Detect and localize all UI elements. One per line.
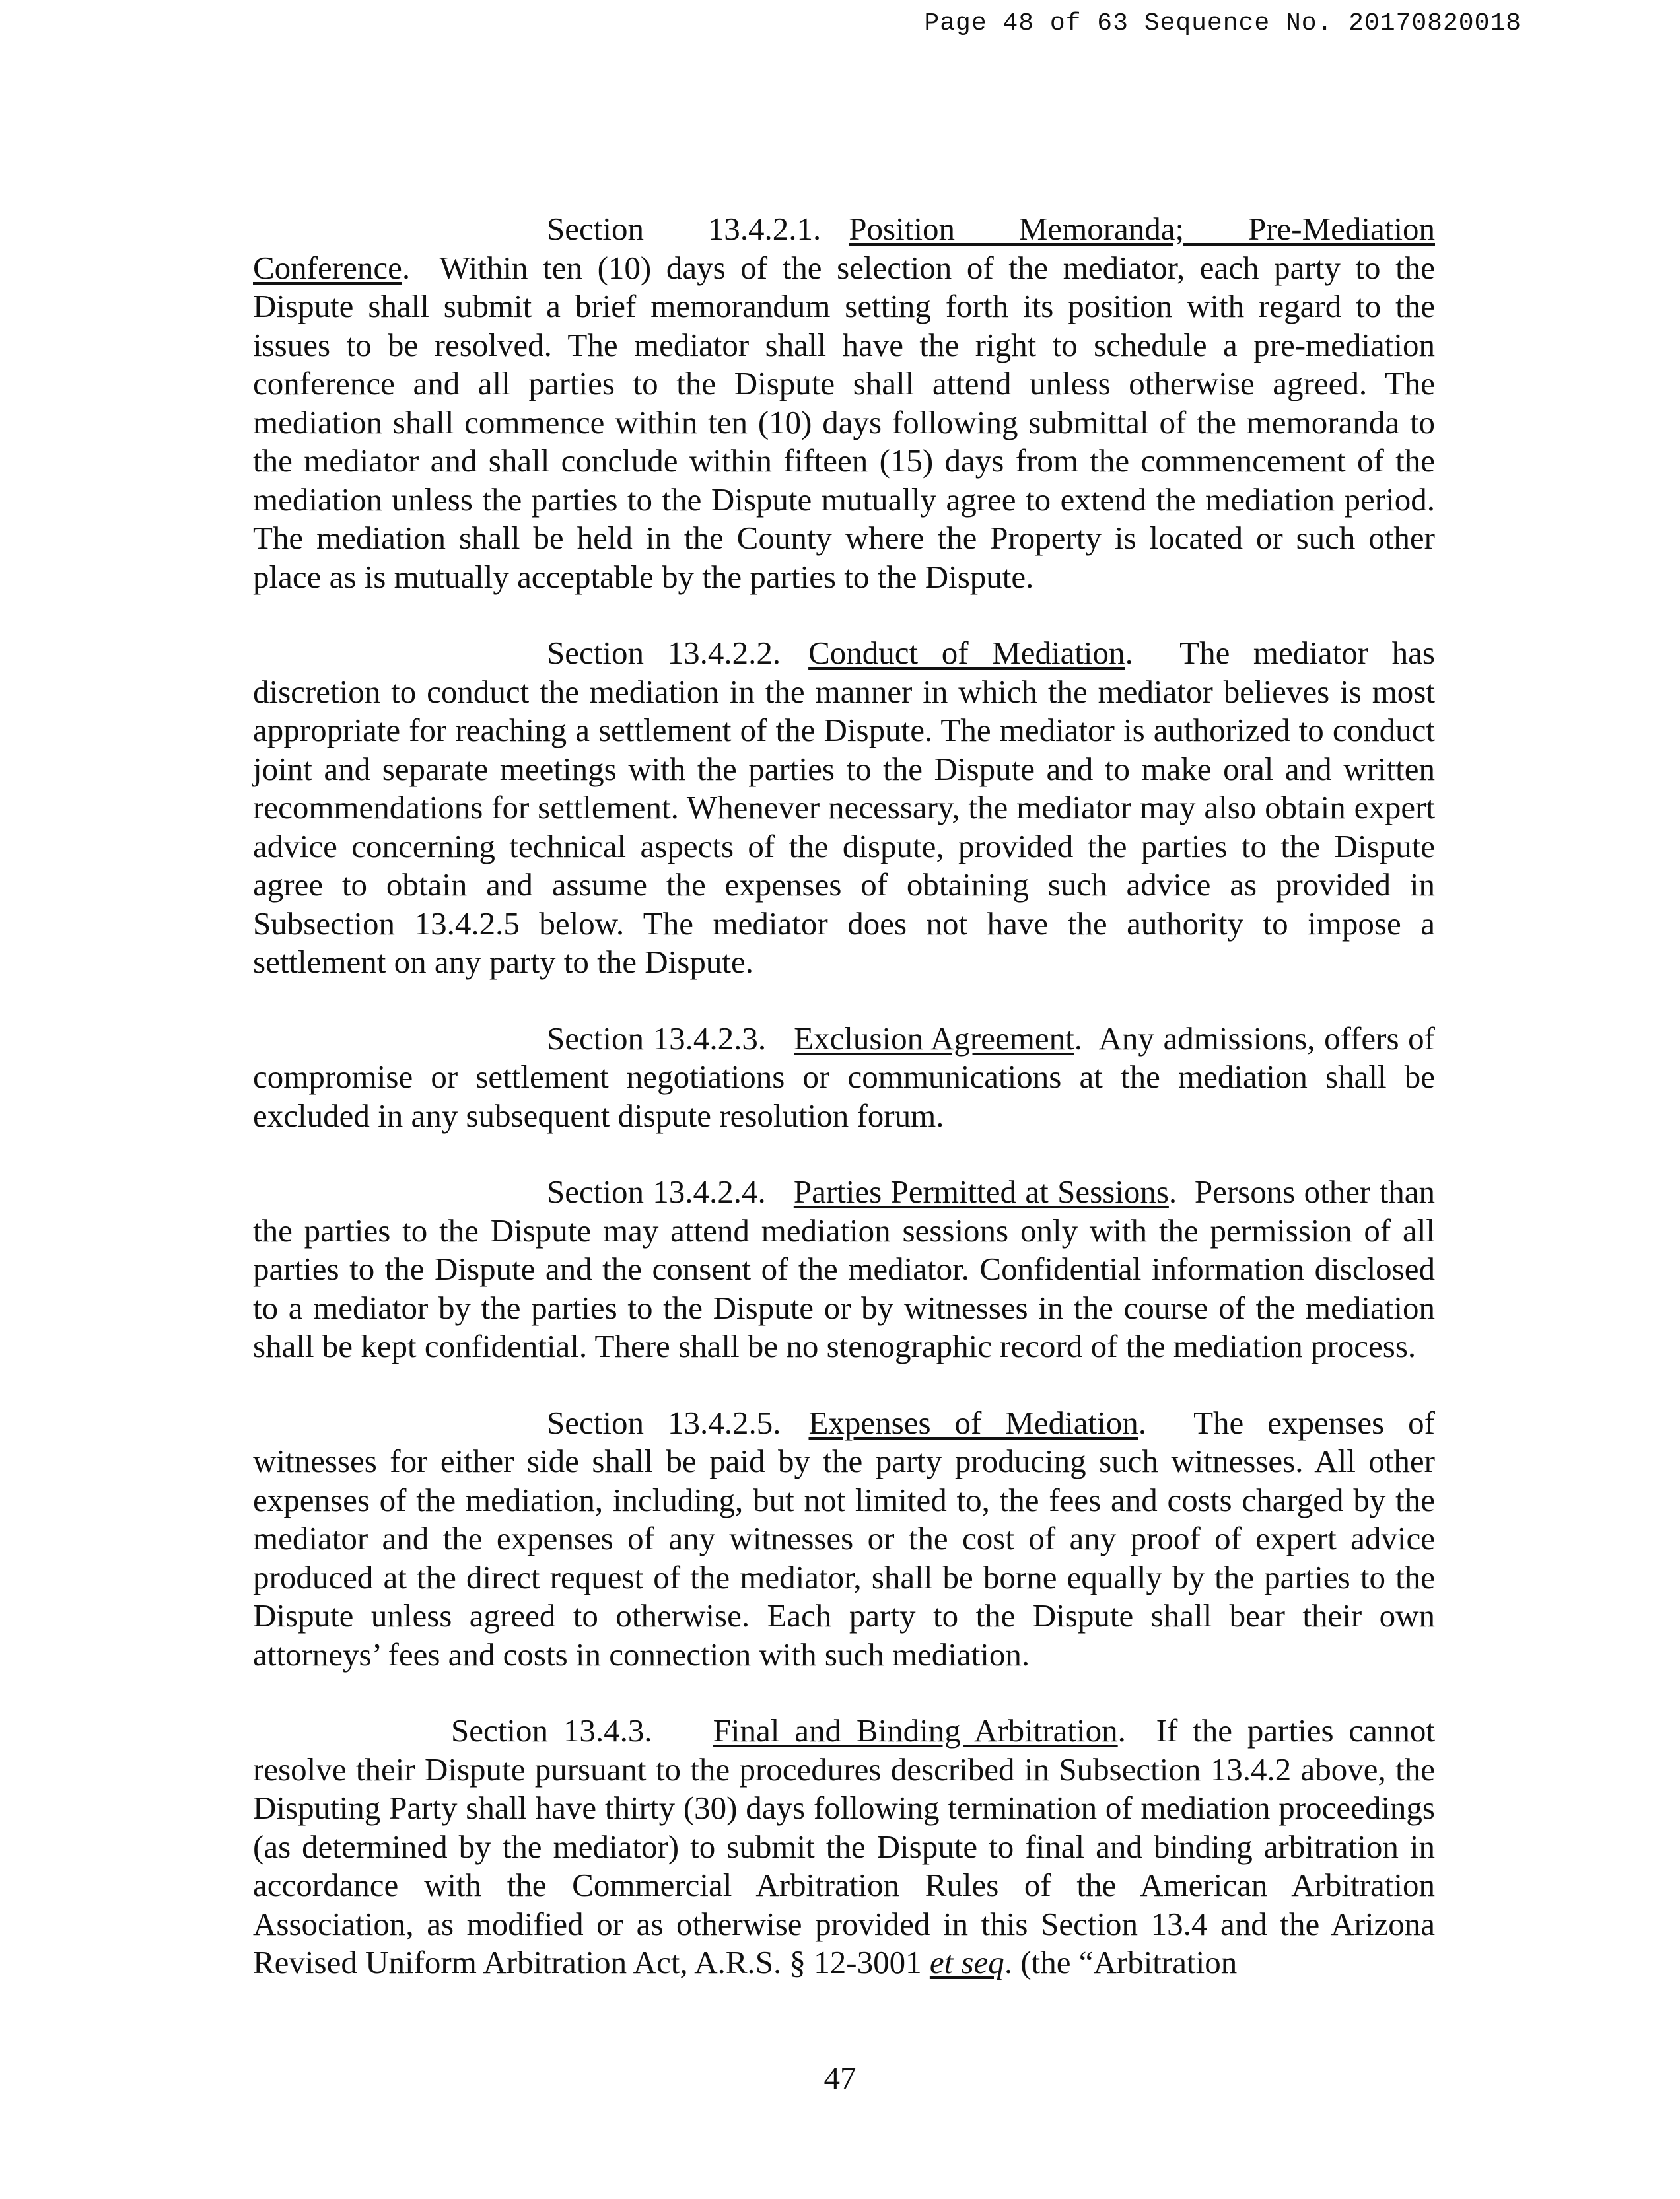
- page-number: 47: [823, 2060, 857, 2096]
- section-number: Section 13.4.2.5.: [547, 1404, 781, 1441]
- document-body: [253, 210, 1435, 2020]
- section-number: Section 13.4.2.2.: [547, 635, 781, 671]
- section-13-4-3: Section 13.4.3. Final and Binding Arbitration. If the parties cannot resolve their Dispute pursuant to the procedures described in Subsection 13.4.2 above, the Disputing Party shall have thirty (30) days following termination of mediation proceedings (as determined by the mediator) to submit the Dispute to final and binding arbitration in accordance with the Commercial Arbitration Rules of the American Arbitration Association, as modified or as otherwise provided in this Section 13.4 and the Arizona Revised Uniform Arbitration Act, A.R.S. § 12-3001 et seq. (the “Arbitration: [253, 1712, 1435, 1980]
- section-heading: Final and Binding Arbitration: [713, 1712, 1118, 1749]
- section-13-4-2-4: Section 13.4.2.4. Parties Permitted at Sessions. Persons other than the parties to the Dispute may attend mediation sessions only with the permission of all parties to the Dispute and the consent of the mediator. Confidential information disclosed to a mediator by the parties to the Dispute or by witnesses in the course of the mediation shall be kept confidential. There shall be no stenographic record of the mediation process.: [253, 1173, 1435, 1364]
- section-heading: Expenses of Mediation: [808, 1404, 1138, 1441]
- section-number: Section 13.4.2.4.: [547, 1173, 766, 1210]
- section-heading: Conduct of Mediation: [808, 635, 1125, 671]
- section-body: Any admissions, offers of compromise or settlement negotiations or communications at the mediation shall be excluded in any subsequent dispute resolution forum.: [253, 1020, 1435, 1134]
- section-heading: Parties Permitted at Sessions: [793, 1173, 1169, 1210]
- section-13-4-2-1: Section 13.4.2.1. Position Memoranda; Pre-Mediation Conference. Within ten (10) days of the selection of the mediator, each party to the Dispute shall submit a brief memorandum setting forth its position with regard to the issues to be resolved. The mediator shall have the right to schedule a pre-mediation conference and all parties to the Dispute shall attend unless otherwise agreed. The mediation shall commence within ten (10) days following submittal of the memoranda to the mediator and shall conclude within fifteen (15) days from the commencement of the mediation unless the parties to the Dispute mutually agree to extend the mediation period. The mediation shall be held in the County where the Property is located or such other place as is mutually acceptable by the parties to the Dispute.: [253, 211, 1435, 595]
- latin-et-seq: et seq: [929, 1944, 1004, 1980]
- section-heading: Position Memoranda; Pre-Mediation Conference: [253, 211, 1435, 286]
- section-body: The expenses of witnesses for either side shall be paid by the party producing such witnesses. All other expenses of the mediation, including, but not limited to, the fees and costs charged by the mediator and the expenses of any witnesses or the cost of any proof of expert advice produced at the direct request of the mediator, shall be borne equally by the parties to the Dispute unless agreed to otherwise. Each party to the Dispute shall bear their own attorneys’ fees and costs in connection with such mediation.: [253, 1404, 1435, 1673]
- section-heading: Exclusion Agreement: [794, 1020, 1074, 1057]
- section-body-tail: . (the “Arbitration: [1004, 1944, 1238, 1980]
- section-body: If the parties cannot resolve their Dispute pursuant to the procedures described in Subsection 13.4.2 above, the Disputing Party shall have thirty (30) days following termination of mediation proceedings (as determined by the mediator) to submit the Dispute to final and binding arbitration in accordance with the Commercial Arbitration Rules of the American Arbitration Association, as modified or as otherwise provided in this Section 13.4 and the Arizona Revised Uniform Arbitration Act, A.R.S. § 12-3001: [253, 1712, 1435, 1980]
- section-13-4-2-2: Section 13.4.2.2. Conduct of Mediation. The mediator has discretion to conduct the mediation in the manner in which the mediator believes is most appropriate for reaching a settlement of the Dispute. The mediator is authorized to conduct joint and separate meetings with the parties to the Dispute and to make oral and written recommendations for settlement. Whenever necessary, the mediator may also obtain expert advice concerning technical aspects of the dispute, provided the parties to the Dispute agree to obtain and assume the expenses of obtaining such advice as provided in Subsection 13.4.2.5 below. The mediator does not have the authority to impose a settlement on any party to the Dispute.: [253, 635, 1435, 980]
- section-13-4-2-5: Section 13.4.2.5. Expenses of Mediation. The expenses of witnesses for either side shall be paid by the party producing such witnesses. All other expenses of the mediation, including, but not limited to, the fees and costs charged by the mediator and the expenses of any witnesses or the cost of any proof of expert advice produced at the direct request of the mediator, shall be borne equally by the parties to the Dispute unless agreed to otherwise. Each party to the Dispute shall bear their own attorneys’ fees and costs in connection with such mediation.: [253, 1404, 1435, 1673]
- section-body: The mediator has discretion to conduct the mediation in the manner in which the mediator believes is most appropriate for reaching a settlement of the Dispute. The mediator is authorized to conduct joint and separate meetings with the parties to the Dispute and to make oral and written recommendations for settlement. Whenever necessary, the mediator may also obtain expert advice concerning technical aspects of the dispute, provided the parties to the Dispute agree to obtain and assume the expenses of obtaining such advice as provided in Subsection 13.4.2.5 below. The mediator does not have the authority to impose a settlement on any party to the Dispute.: [253, 635, 1435, 980]
- page-sequence-stamp: Page 48 of 63 Sequence No. 20170820018: [924, 9, 1522, 38]
- section-body: Within ten (10) days of the selection of the mediator, each party to the Dispute shall submit a brief memorandum setting forth its position with regard to the issues to be resolved. The mediator shall have the right to schedule a pre-mediation conference and all parties to the Dispute shall attend unless otherwise agreed. The mediation shall commence within ten (10) days following submittal of the memoranda to the mediator and shall conclude within fifteen (15) days from the commencement of the mediation unless the parties to the Dispute mutually agree to extend the mediation period. The mediation shall be held in the County where the Property is located or such other place as is mutually acceptable by the parties to the Dispute.: [253, 249, 1435, 595]
- section-number: Section 13.4.3.: [451, 1712, 652, 1749]
- section-number: Section 13.4.2.1.: [547, 211, 822, 247]
- section-13-4-2-3: Section 13.4.2.3. Exclusion Agreement. Any admissions, offers of compromise or settlement negotiations or communications at the mediation shall be excluded in any subsequent dispute resolution forum.: [253, 1020, 1435, 1134]
- section-body: Persons other than the parties to the Dispute may attend mediation sessions only with the permission of all parties to the Dispute and the consent of the mediator. Confidential information disclosed to a mediator by the parties to the Dispute or by witnesses in the course of the mediation shall be kept confidential. There shall be no stenographic record of the mediation process.: [253, 1173, 1435, 1364]
- section-number: Section 13.4.2.3.: [547, 1020, 767, 1057]
